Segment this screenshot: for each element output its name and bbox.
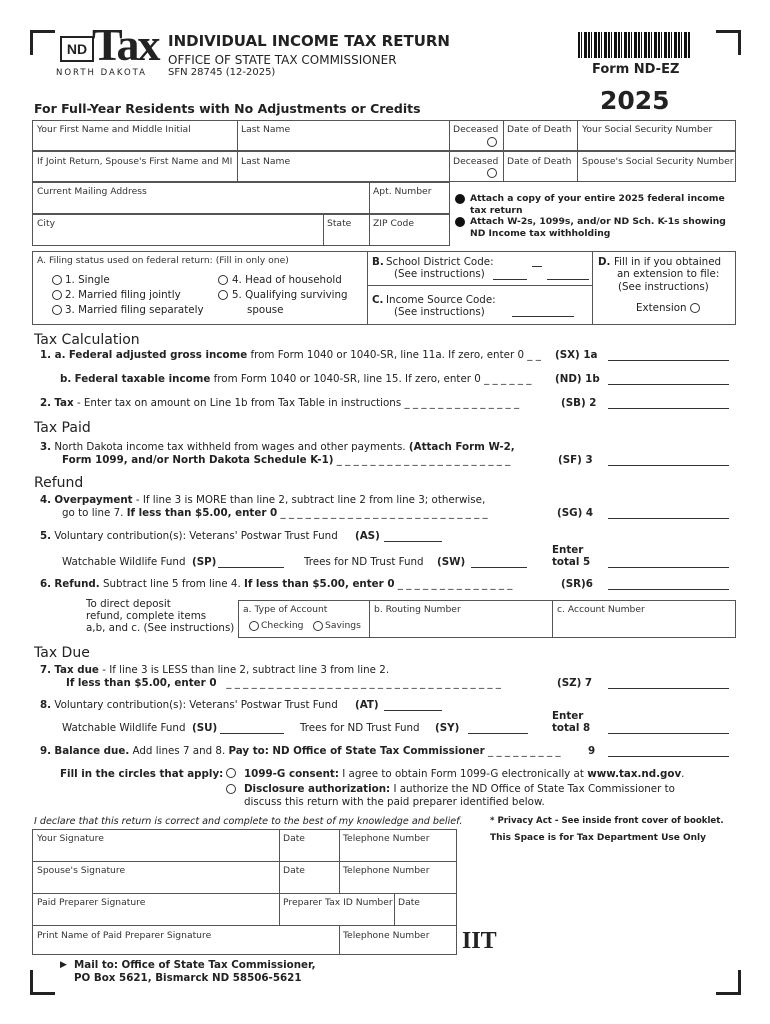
refund-heading: Refund	[34, 475, 84, 491]
consent-1099g-circle[interactable]	[226, 768, 236, 778]
preparer-tax-id-field[interactable]: Preparer Tax ID Number	[283, 897, 393, 908]
line-9-code: 9	[588, 745, 596, 757]
line-5-sw-input[interactable]	[471, 567, 527, 568]
line-6-bold-2: If less than $5.00, enter 0	[244, 578, 395, 590]
extension-text-2: an extension to file:	[617, 268, 720, 280]
line-6-num: 6.	[40, 578, 52, 590]
line-1a-bold: Federal adjusted gross income	[68, 349, 248, 361]
consent-1099g-text: I agree to obtain Form 1099-G electronically at	[342, 768, 584, 780]
spouse-last-name-field[interactable]: Last Name	[241, 156, 291, 167]
filing-qss-label-2: spouse	[247, 304, 284, 316]
tax-due-heading: Tax Due	[34, 645, 90, 661]
declaration-text: I declare that this return is correct and complete to the best of my knowledge and belief.	[34, 816, 463, 827]
income-letter: C.	[372, 294, 384, 306]
first-name-field[interactable]: Your First Name and Middle Initial	[37, 124, 191, 135]
line-1b-input[interactable]	[608, 384, 729, 385]
line-7	[40, 664, 389, 676]
line-8-sy-input[interactable]	[468, 733, 528, 734]
school-district-instr: (See instructions)	[394, 268, 485, 280]
checking-radio[interactable]	[249, 621, 259, 631]
line-5-sp-input[interactable]	[218, 567, 284, 568]
line-5-as-code: (AS)	[355, 530, 380, 542]
line-8-input[interactable]	[608, 733, 729, 734]
line-4-code: (SG) 4	[557, 507, 594, 519]
line-7-input[interactable]	[608, 688, 729, 689]
spouse-signature-field[interactable]: Spouse's Signature	[37, 865, 126, 876]
attach-note-2: Attach W-2s, 1099s, and/or ND Sch. K-1s showing	[470, 216, 726, 227]
line-2: 2. Tax - Enter tax on amount on Line 1b from Tax Table in instructions _ _ _ _ _ _ _ _ _ _ _ _ _ _	[40, 397, 520, 409]
line-1b-num: b.	[60, 373, 72, 385]
line-7-num: 7.	[40, 664, 52, 676]
line-6: 6. Refund. Subtract line 5 from line 4. If less than $5.00, enter 0 _ _ _ _ _ _ _ _ _ _ _ _ _ _	[40, 578, 513, 590]
spouse-telephone-field[interactable]: Telephone Number	[343, 865, 430, 876]
income-source-input[interactable]	[512, 316, 574, 317]
spouse-ssn-field[interactable]: Spouse's Social Security Number	[582, 156, 734, 167]
line-8-enter: Enter	[552, 710, 584, 722]
line-5-total: total 5	[552, 556, 591, 568]
consent-1099g-bold: 1099-G consent:	[244, 768, 339, 780]
checking-label: Checking	[261, 620, 304, 631]
mail-to-line-1: Mail to: Office of State Tax Commissioner,	[74, 959, 316, 971]
filing-mfj-radio[interactable]	[52, 290, 62, 300]
line-1b-text: from Form 1040 or 1040-SR, line 15. If zero, enter 0	[213, 373, 481, 385]
your-signature-field[interactable]: Your Signature	[37, 833, 104, 844]
line-3-bold-2: Form 1099, and/or North Dakota Schedule K-1)	[62, 454, 334, 466]
line-3-input[interactable]	[608, 465, 729, 466]
consent-1099g: 1099-G consent: I agree to obtain Form 1099-G electronically at www.tax.nd.gov.	[244, 768, 685, 780]
line-4-text: - If line 3 is MORE than line 2, subtract line 2 from line 3; otherwise,	[135, 494, 486, 506]
line-7-cont: If less than $5.00, enter 0 _ _ _ _ _ _ _ _ _ _ _ _ _ _ _ _ _ _ _ _ _ _ _ _ _ _ _ _ _ _ _ _ _	[66, 677, 501, 689]
line-8-num: 8.	[40, 699, 52, 711]
deceased-circle[interactable]	[487, 137, 497, 147]
form-subtitle: For Full-Year Residents with No Adjustments or Credits	[34, 101, 421, 116]
account-number-field[interactable]: c. Account Number	[557, 604, 645, 615]
line-6-code: (SR)6	[561, 578, 593, 590]
apt-number-field[interactable]: Apt. Number	[373, 186, 432, 197]
line-5-as-input[interactable]	[384, 541, 442, 542]
preparer-name-field[interactable]: Print Name of Paid Preparer Signature	[37, 930, 212, 941]
line-2-num: 2.	[40, 397, 52, 409]
dept-use-note: This Space is for Tax Department Use Only	[490, 833, 706, 843]
direct-deposit-text-1: To direct deposit	[86, 598, 171, 610]
filing-mfj-label: 2. Married filing jointly	[65, 289, 181, 301]
line-3-bold: (Attach Form W-2,	[408, 441, 515, 453]
line-8-su-input[interactable]	[220, 733, 284, 734]
line-9-pay: Pay to: ND Office of State Tax Commissioner	[228, 745, 485, 757]
extension-text-1: Fill in if you obtained	[614, 256, 722, 268]
line-8-text: Voluntary contribution(s): Veterans' Postwar Trust Fund	[54, 699, 338, 711]
ssn-field[interactable]: Your Social Security Number	[582, 124, 713, 135]
disclosure-text: I authorize the ND Office of State Tax Commissioner to	[393, 783, 675, 795]
disclosure-text-2: discuss this return with the paid preparer identified below.	[244, 796, 545, 808]
bullet-icon	[455, 194, 465, 204]
line-1b-bold: Federal taxable income	[74, 373, 211, 385]
savings-label: Savings	[325, 620, 361, 631]
filing-qss-radio[interactable]	[218, 290, 228, 300]
bullet-icon	[455, 217, 465, 227]
line-3-cont: Form 1099, and/or North Dakota Schedule K-1) _ _ _ _ _ _ _ _ _ _ _ _ _ _ _ _ _ _ _ _ _	[62, 454, 511, 466]
filing-single-label: 1. Single	[65, 274, 110, 286]
line-6-bold: Refund.	[54, 578, 100, 590]
last-name-field[interactable]: Last Name	[241, 124, 291, 135]
filing-single-radio[interactable]	[52, 275, 62, 285]
city-field[interactable]: City	[37, 218, 56, 229]
line-3-num: 3.	[40, 441, 52, 453]
line-4-bold-2: If less than $5.00, enter 0	[126, 507, 278, 519]
school-code-input-1[interactable]	[493, 279, 527, 280]
line-1a-text: from Form 1040 or 1040-SR, line 11a. If zero, enter 0	[250, 349, 525, 361]
sfn-number: SFN 28745 (12-2025)	[168, 67, 276, 78]
line-5	[40, 530, 338, 542]
line-4-bold: Overpayment	[54, 494, 133, 506]
line-3	[40, 441, 515, 453]
line-4-cont: go to line 7. If less than $5.00, enter 0 _ _ _ _ _ _ _ _ _ _ _ _ _ _ _ _ _ _ _ _ _ _ _ _ _	[62, 507, 488, 519]
line-3-text: North Dakota income tax withheld from wages and other payments.	[54, 441, 406, 453]
direct-deposit-text-3: a,b, and c. (See instructions)	[86, 622, 235, 634]
account-type-label: a. Type of Account	[243, 604, 328, 615]
mail-to-line-2: PO Box 5621, Bismarck ND 58506-5621	[74, 972, 302, 984]
deceased-label: Deceased	[453, 124, 499, 135]
school-district-label: School District Code:	[386, 256, 494, 268]
line-5-enter: Enter	[552, 544, 584, 556]
line-1a-code: (SX) 1a	[555, 349, 598, 361]
filing-status-title: A. Filing status used on federal return: (Fill in only one)	[37, 255, 289, 266]
preparer-date-field[interactable]: Date	[398, 897, 420, 908]
extension-letter: D.	[598, 256, 611, 268]
school-letter: B.	[372, 256, 384, 268]
disclosure-bold: Disclosure authorization:	[244, 783, 391, 795]
spouse-date-of-death-field[interactable]: Date of Death	[507, 156, 572, 167]
line-8	[40, 699, 338, 711]
tax-calculation-heading: Tax Calculation	[34, 332, 140, 348]
line-1a-input[interactable]	[608, 360, 729, 361]
consent-lead: Fill in the circles that apply:	[60, 768, 224, 780]
iit-mark: IIT	[462, 928, 497, 954]
tax-paid-heading: Tax Paid	[34, 420, 91, 436]
line-9-input[interactable]	[608, 756, 729, 757]
form-id: Form ND-EZ	[592, 62, 680, 77]
line-8-at-input[interactable]	[384, 710, 442, 711]
line-1b-code: (ND) 1b	[555, 373, 600, 385]
line-9: 9. Balance due. Add lines 7 and 8. Pay to: ND Office of State Tax Commissioner _ _ _ _ _ _ _ _ _	[40, 745, 561, 757]
registration-mark-bottom-left	[30, 970, 55, 995]
line-8-wildlife: Watchable Wildlife Fund	[62, 722, 186, 734]
registration-mark-top-left	[30, 30, 55, 55]
preparer-telephone-field[interactable]: Telephone Number	[343, 930, 430, 941]
line-8-trees: Trees for ND Trust Fund	[300, 722, 420, 734]
line-2-input[interactable]	[608, 408, 729, 409]
line-4-text-2: go to line 7.	[62, 507, 124, 519]
spouse-deceased-circle[interactable]	[487, 168, 497, 178]
arrow-icon: ▶	[60, 960, 67, 970]
filing-mfs-radio[interactable]	[52, 305, 62, 315]
line-5-num: 5.	[40, 530, 52, 542]
line-1a: 1. a. Federal adjusted gross income from Form 1040 or 1040-SR, line 11a. If zero, enter 0 _ _	[40, 349, 541, 361]
line-1b: b. Federal taxable income from Form 1040 or 1040-SR, line 15. If zero, enter 0 _ _ _ _ _ _	[60, 373, 532, 385]
attach-note-1b: tax return	[470, 205, 523, 216]
state-field[interactable]: State	[327, 218, 352, 229]
income-source-instr: (See instructions)	[394, 306, 485, 318]
line-2-bold: Tax	[54, 397, 74, 409]
line-4-num: 4.	[40, 494, 52, 506]
line-2-text: - Enter tax on amount on Line 1b from Tax Table in instructions	[76, 397, 402, 409]
line-9-num: 9.	[40, 745, 52, 757]
line-2-code: (SB) 2	[561, 397, 597, 409]
line-5-text: Voluntary contribution(s): Veterans' Postwar Trust Fund	[54, 530, 338, 542]
extension-text-3: (See instructions)	[618, 281, 709, 293]
line-5-sp-code: (SP)	[192, 556, 217, 568]
savings-radio[interactable]	[313, 621, 323, 631]
tax-year: 2025	[600, 86, 670, 115]
registration-mark-top-right	[716, 30, 741, 55]
line-4-input[interactable]	[608, 518, 729, 519]
consent-url[interactable]: www.tax.nd.gov	[587, 768, 682, 780]
spouse-date-field[interactable]: Date	[283, 865, 305, 876]
line-8-su-code: (SU)	[192, 722, 218, 734]
date-of-death-field[interactable]: Date of Death	[507, 124, 572, 135]
line-5-trees: Trees for ND Trust Fund	[304, 556, 424, 568]
line-4	[40, 494, 485, 506]
line-7-bold: Tax due	[54, 664, 99, 676]
line-8-sy-code: (SY)	[435, 722, 460, 734]
disclosure-circle[interactable]	[226, 784, 236, 794]
filing-mfs-label: 3. Married filing separately	[65, 304, 204, 316]
school-code-dash	[532, 266, 542, 267]
office-name: OFFICE OF STATE TAX COMMISSIONER	[168, 53, 397, 67]
privacy-act-note: * Privacy Act - See inside front cover of booklet.	[490, 816, 724, 826]
line-9-text: Add lines 7 and 8.	[132, 745, 226, 757]
direct-deposit-text-2: refund, complete items	[86, 610, 207, 622]
telephone-field[interactable]: Telephone Number	[343, 833, 430, 844]
mailing-address-field[interactable]: Current Mailing Address	[37, 186, 147, 197]
line-7-text: - If line 3 is LESS than line 2, subtract line 3 from line 2.	[102, 664, 390, 676]
signature-date-field[interactable]: Date	[283, 833, 305, 844]
spouse-first-name-field[interactable]: If Joint Return, Spouse's First Name and MI	[37, 156, 233, 167]
line-7-bold-2: If less than $5.00, enter 0	[66, 677, 217, 689]
line-6-input[interactable]	[608, 589, 729, 590]
registration-mark-bottom-right	[716, 970, 741, 995]
line-7-code: (SZ) 7	[557, 677, 593, 689]
line-5-input[interactable]	[608, 567, 729, 568]
line-5-sw-code: (SW)	[437, 556, 466, 568]
line-5-wildlife: Watchable Wildlife Fund	[62, 556, 186, 568]
logo-tax: Tax	[92, 19, 159, 70]
line-9-bold: Balance due.	[54, 745, 130, 757]
routing-number-field[interactable]: b. Routing Number	[374, 604, 461, 615]
filing-hoh-radio[interactable]	[218, 275, 228, 285]
line-6-text: Subtract line 5 from line 4.	[102, 578, 241, 590]
extension-label: Extension	[636, 302, 687, 314]
school-code-input-2[interactable]	[547, 279, 589, 280]
spouse-deceased-label: Deceased	[453, 156, 499, 167]
line-8-total: total 8	[552, 722, 591, 734]
line-1a-num: 1. a.	[40, 349, 66, 361]
line-8-at-code: (AT)	[355, 699, 379, 711]
extension-circle[interactable]	[690, 303, 700, 313]
preparer-signature-field[interactable]: Paid Preparer Signature	[37, 897, 146, 908]
attach-note-2b: ND Income tax withholding	[470, 228, 611, 239]
logo-nd: ND	[60, 36, 94, 62]
disclosure-authorization	[244, 783, 675, 795]
logo-state-name: NORTH DAKOTA	[56, 68, 147, 78]
barcode	[578, 32, 690, 58]
filing-hoh-label: 4. Head of household	[232, 274, 342, 286]
filing-qss-label: 5. Qualifying surviving	[232, 289, 348, 301]
form-title: INDIVIDUAL INCOME TAX RETURN	[168, 32, 450, 50]
income-source-label: Income Source Code:	[386, 294, 496, 306]
zip-code-field[interactable]: ZIP Code	[373, 218, 414, 229]
attach-note-1: Attach a copy of your entire 2025 federal income	[470, 193, 725, 204]
line-3-code: (SF) 3	[558, 454, 593, 466]
